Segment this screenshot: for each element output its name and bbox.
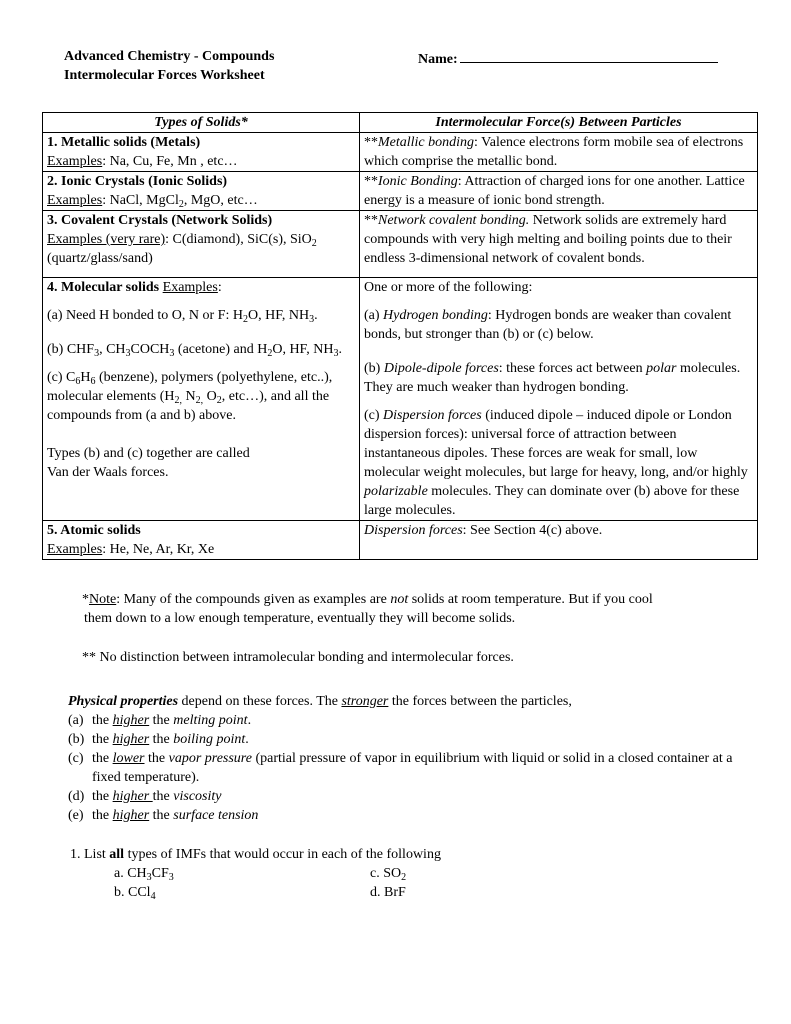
metallic-bonding-term: Metallic bonding	[378, 135, 475, 150]
physical-properties-list	[68, 711, 758, 825]
covalent-examples-cont: (quartz/glass/sand)	[47, 251, 153, 266]
ionic-examples: Examples: NaCl, MgCl$_2$, MgO, etc…	[47, 193, 258, 210]
hydrogen-bonding-desc: (a) Hydrogen bonding: Hydrogen bonds are weaker than covalent bonds, but stronger than (b) or (c) below.	[364, 308, 732, 342]
molecular-force-intro: One or more of the following:	[364, 280, 533, 295]
table-row-molecular	[43, 278, 758, 521]
atomic-title: 5. Atomic solids	[47, 523, 141, 538]
name-label: Name:	[418, 52, 458, 67]
covalent-type-cell	[43, 211, 360, 278]
metallic-type-cell	[43, 133, 360, 172]
types-of-solids-header: Types of Solids*	[43, 113, 360, 133]
ionic-type-cell	[43, 172, 360, 211]
question-1-prompt: 1. List all types of IMFs that would occur in each of the following	[70, 847, 441, 862]
question-1-item-c: c. $SO_2$	[370, 866, 407, 883]
molecular-type-cell	[43, 278, 360, 521]
note-not-solids: *Note: Many of the compounds given as examples are not solids at room temperature. But if you cool	[82, 592, 653, 607]
molecular-example-b: (b) $CHF_3$, $CH_3COCH_3$ (acetone) and $H_2O$, HF, $NH_3$.	[47, 342, 342, 359]
covalent-force-cell: **Network covalent bonding. Network solids are extremely hard compounds with very high melting and boiling points due to their endless 3-dimensional network of covalent bonds.	[360, 211, 758, 278]
atomic-force-cell: Dispersion forces: See Section 4(c) above.	[360, 521, 758, 560]
table-row-atomic	[43, 521, 758, 560]
course-title: Advanced Chemistry - Compounds	[64, 49, 275, 64]
question-1-item-b: b. CCl$_4$	[114, 885, 156, 902]
hydrogen-bonding-term: Hydrogen bonding	[383, 308, 488, 323]
name-field	[418, 47, 718, 70]
molecular-title-line: 4. Molecular solids Examples:	[47, 280, 222, 295]
metallic-force-cell: **Metallic bonding: Valence electrons form mobile sea of electrons which comprise the metallic bond.	[360, 133, 758, 172]
table-row-ionic	[43, 172, 758, 211]
footnotes	[64, 590, 764, 667]
table-row-covalent	[43, 211, 758, 278]
worksheet-header	[64, 47, 764, 87]
note-no-distinction: ** No distinction between intramolecular bonding and intermolecular forces.	[82, 650, 514, 665]
question-1-item-d: d. BrF	[370, 885, 406, 900]
list-item: (d) the higher the viscosity	[68, 789, 222, 804]
physical-properties-lead: Physical properties depend on these forces. The stronger the forces between the particles,	[68, 694, 572, 709]
solids-forces-table	[42, 112, 758, 560]
molecular-force-cell	[360, 278, 758, 521]
ionic-bonding-term: Ionic Bonding	[378, 174, 458, 189]
covalent-title: 3. Covalent Crystals (Network Solids)	[47, 213, 273, 228]
dispersion-forces-desc: (c) Dispersion forces (induced dipole – induced dipole or London dispersion forces): universal force of attraction between instantaneous dipoles. These forces are weak for small, low molecular weight molecules, but large for heavy, long, and/or highly polarizable molecules. They can dominate over (b) above for these large molecules.	[364, 408, 748, 518]
molecular-example-a: (a) Need H bonded to O, N or F: $H_2O$, HF, $NH_3$.	[47, 308, 318, 325]
van-der-waals-note: Types (b) and (c) together are called	[47, 446, 250, 461]
table-header-row	[43, 113, 758, 133]
dipole-dipole-desc: (b) Dipole-dipole forces: these forces act between polar molecules. They are much weaker than hydrogen bonding.	[364, 361, 741, 395]
name-blank-line	[460, 47, 718, 63]
atomic-examples: Examples: He, Ne, Ar, Kr, Xe	[47, 542, 215, 557]
worksheet-title: Intermolecular Forces Worksheet	[64, 68, 265, 83]
list-item: (e) the higher the surface tension	[68, 808, 259, 823]
metallic-examples: Examples: Na, Cu, Fe, Mn , etc…	[47, 154, 238, 169]
physical-properties-section	[68, 692, 758, 825]
intermolecular-forces-header: Intermolecular Force(s) Between Particles	[360, 113, 758, 133]
question-1-item-a: a. $CH_3CF_3$	[114, 866, 174, 883]
table-row-metallic	[43, 133, 758, 172]
network-covalent-term: Network covalent bonding.	[378, 213, 530, 228]
ionic-title: 2. Ionic Crystals (Ionic Solids)	[47, 174, 228, 189]
list-item: (b) the higher the boiling point.	[68, 732, 249, 747]
ionic-force-cell: **Ionic Bonding: Attraction of charged ions for one another. Lattice energy is a measure of ionic bond strength.	[360, 172, 758, 211]
dipole-dipole-term: Dipole-dipole forces	[383, 361, 499, 376]
molecular-example-c: (c) $C_6H_6$ (benzene), polymers (polyethylene, etc..), molecular elements ($H_{2,}$ $N_{2,}$ $O_2$, etc…), and all the compounds from (a and b) above.	[47, 370, 333, 423]
van-der-waals-note-2: Van der Waals forces.	[47, 465, 169, 480]
list-item: (a) the higher the melting point.	[68, 713, 252, 728]
molecular-title: 4. Molecular solids	[47, 280, 160, 295]
note-not-solids-cont: them down to a low enough temperature, eventually they will become solids.	[84, 611, 516, 626]
atomic-dispersion-term: Dispersion forces	[364, 523, 463, 538]
question-1	[70, 845, 760, 902]
list-item: (c) the lower the vapor pressure (partial pressure of vapor in equilibrium with liquid or solid in a closed container at a fixed temperature).	[68, 751, 733, 785]
covalent-examples: Examples (very rare): C(diamond), SiC(s), SiO$_2$	[47, 232, 317, 249]
atomic-type-cell	[43, 521, 360, 560]
dispersion-forces-term: Dispersion forces	[383, 408, 482, 423]
metallic-title: 1. Metallic solids (Metals)	[47, 135, 201, 150]
